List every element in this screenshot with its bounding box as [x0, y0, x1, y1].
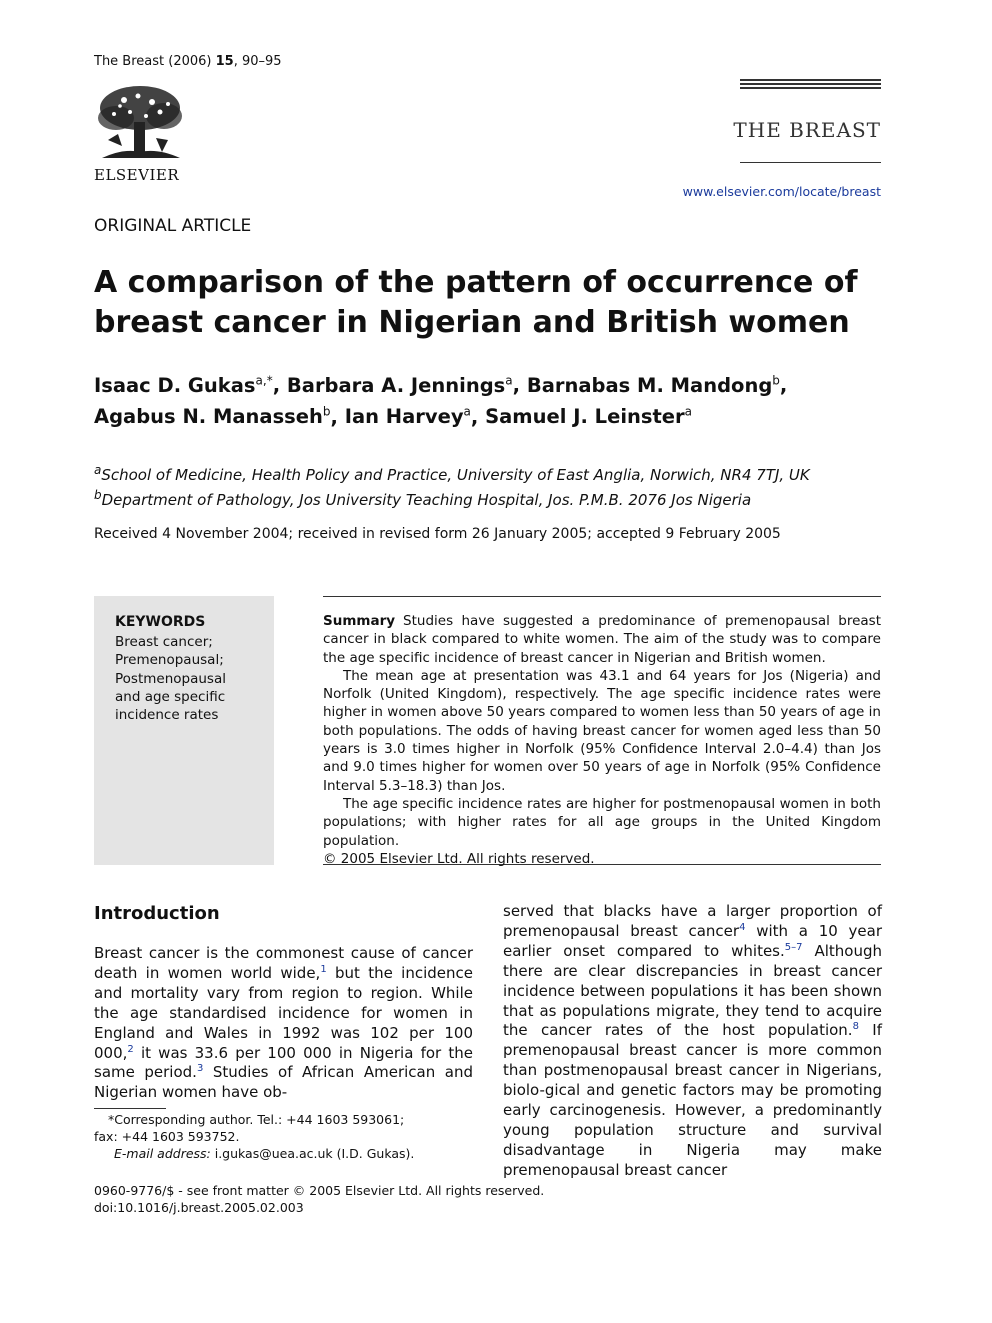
citation-ref-link[interactable]: 1 [320, 963, 327, 975]
keywords-heading: KEYWORDS [115, 614, 206, 630]
body-text: Studies of African American and Nigerian women have ob- [94, 1063, 473, 1102]
keywords-list [115, 633, 226, 724]
author-5[interactable]: Ian Harvey$^a$ [344, 404, 471, 428]
body-text: it was 33.6 per 100 000 in Nigeria for the same period. [94, 1043, 473, 1082]
email-link[interactable]: i.gukas@uea.ac.uk (I.D. Gukas). [210, 1146, 415, 1161]
affiliations [94, 460, 810, 510]
keywords-box [94, 596, 274, 865]
body-text: served that blacks have a larger proportion of premenopausal breast cancer [503, 902, 882, 940]
intro-heading: Introduction [94, 903, 220, 924]
body-text: with a 10 year earlier onset compared to whites. [503, 921, 883, 960]
fax-note: fax: +44 1603 593752. [94, 1129, 240, 1144]
issn-line: 0960-9776/$ - see front matter © 2005 Elsevier Ltd. All rights reserved. [94, 1183, 545, 1198]
journal-url-link[interactable]: www.elsevier.com/locate/breast [682, 184, 881, 199]
affiliation-a: $^a$School of Medicine, Health Policy and Practice, University of East Anglia, Norwich, NR4 7TJ, UK [94, 463, 810, 484]
keyword-item: Postmenopausal [115, 670, 226, 687]
summary-paragraph-2: The mean age at presentation was 43.1 and 64 years for Jos (Nigeria) and Norfolk (United Kingdom), respectively. The age specific incidence rates were higher in women above 50 years compared to women less than 50 years of age in both populations. The odds of having breast cancer for women aged less than 50 years is 3.0 times higher in Norfolk (95% Confidence Interval 2.0–4.4) than Jos and 9.0 times higher for women over 50 years of age in Norfolk (95% Confidence Interval 5.3–18.3) than Jos. [323, 667, 881, 794]
summary-lead: Summary [323, 613, 396, 629]
body-text: but the incidence and mortality vary from region to region. While the age standardised incidence for women in England and Wales in 1992 was 102 per 100 000, [94, 963, 474, 1062]
journal-name: THE BREAST [733, 118, 881, 142]
keyword-item: and age specific [115, 688, 226, 705]
body-column-left [94, 902, 473, 1103]
keyword-item: Premenopausal; [115, 652, 224, 669]
author-list: Isaac D. Gukas$^{a,*}$, Barbara A. Jennings$^a$, Barnabas M. Mandong$^b$, Agabus N. Manasseh$^b$, Ian Harvey$^a$, Samuel J. Leinster$^a$ [94, 373, 788, 428]
summary-paragraph-1: Summary Studies have suggested a predominance of premenopausal breast cancer in black compared to white women. The aim of the study was to compare the age specific incidence of breast cancer in Nigerian and British women. [323, 613, 881, 666]
intro-paragraph-right [503, 902, 882, 1181]
bottom-meta [94, 1182, 544, 1216]
keyword-item: Breast cancer; [115, 634, 213, 650]
section-label: ORIGINAL ARTICLE [94, 216, 252, 236]
header-rules [740, 79, 881, 91]
author-1[interactable]: Isaac D. Gukas$^{a,*}$ [94, 373, 273, 397]
body-column-right [503, 902, 882, 1181]
body-text: If premenopausal breast cancer is more common than postmenopausal breast cancer in Nigerians, biolo-gical and genetic factors may be promoting early carcinogenesis. However, a predominantly young population structure and survival disadvantage in Nigeria may make premenopausal breast cancer [503, 1021, 882, 1179]
intro-paragraph-left [94, 944, 473, 1103]
author-4[interactable]: Agabus N. Manasseh$^b$ [94, 404, 331, 428]
citation-ref-link[interactable]: 5–7 [784, 941, 803, 953]
author-3[interactable]: Barnabas M. Mandong$^b$ [526, 373, 780, 397]
doi-link[interactable]: doi:10.1016/j.breast.2005.02.003 [94, 1200, 304, 1215]
copyright-notice: © 2005 Elsevier Ltd. All rights reserved. [323, 850, 595, 867]
publisher-wordmark: ELSEVIER [94, 166, 180, 184]
body-text: Although there are clear discrepancies in breast cancer incidence between populations it has been shown that as populations migrate, they tend to acquire the cancer rates of the host population. [503, 941, 882, 1040]
footnotes [94, 1111, 414, 1162]
keyword-item: incidence rates [115, 707, 219, 724]
abstract-summary [323, 612, 881, 868]
corresponding-author-note: *Corresponding author. Tel.: +44 1603 593061; [108, 1112, 405, 1127]
header-divider [740, 162, 881, 163]
elsevier-tree-icon [94, 82, 186, 164]
received-dates: Received 4 November 2004; received in revised form 26 January 2005; accepted 9 February 2005 [94, 526, 781, 542]
citation-ref-link[interactable]: 8 [852, 1021, 859, 1033]
citation-ref-link[interactable]: 2 [127, 1043, 134, 1055]
author-2[interactable]: Barbara A. Jennings$^a$ [286, 373, 513, 397]
citation-ref-link[interactable]: 3 [196, 1063, 204, 1075]
body-text: Breast cancer is the commonest cause of cancer death in women world wide, [94, 944, 473, 982]
footnote-rule [94, 1108, 166, 1109]
email-note: E-mail address: i.gukas@uea.ac.uk (I.D. Gukas). [114, 1146, 415, 1161]
elsevier-logo [94, 82, 194, 184]
summary-paragraph-3: The age specific incidence rates are higher for postmenopausal women in both populations; with higher rates for all age groups in the United Kingdom population. © 2005 Elsevier Ltd. All rights reserved. [323, 795, 881, 867]
article-title: A comparison of the pattern of occurrence of breast cancer in Nigerian and British women [94, 265, 858, 340]
affiliation-b: $^b$Department of Pathology, Jos University Teaching Hospital, Jos. P.M.B. 2076 Jos Nigeria [94, 488, 752, 509]
journal-citation: The Breast (2006) 15, 90–95 [94, 54, 282, 69]
abstract-top-rule [323, 596, 881, 597]
citation-ref-link[interactable]: 4 [739, 921, 746, 933]
author-6[interactable]: Samuel J. Leinster$^a$ [485, 404, 693, 428]
